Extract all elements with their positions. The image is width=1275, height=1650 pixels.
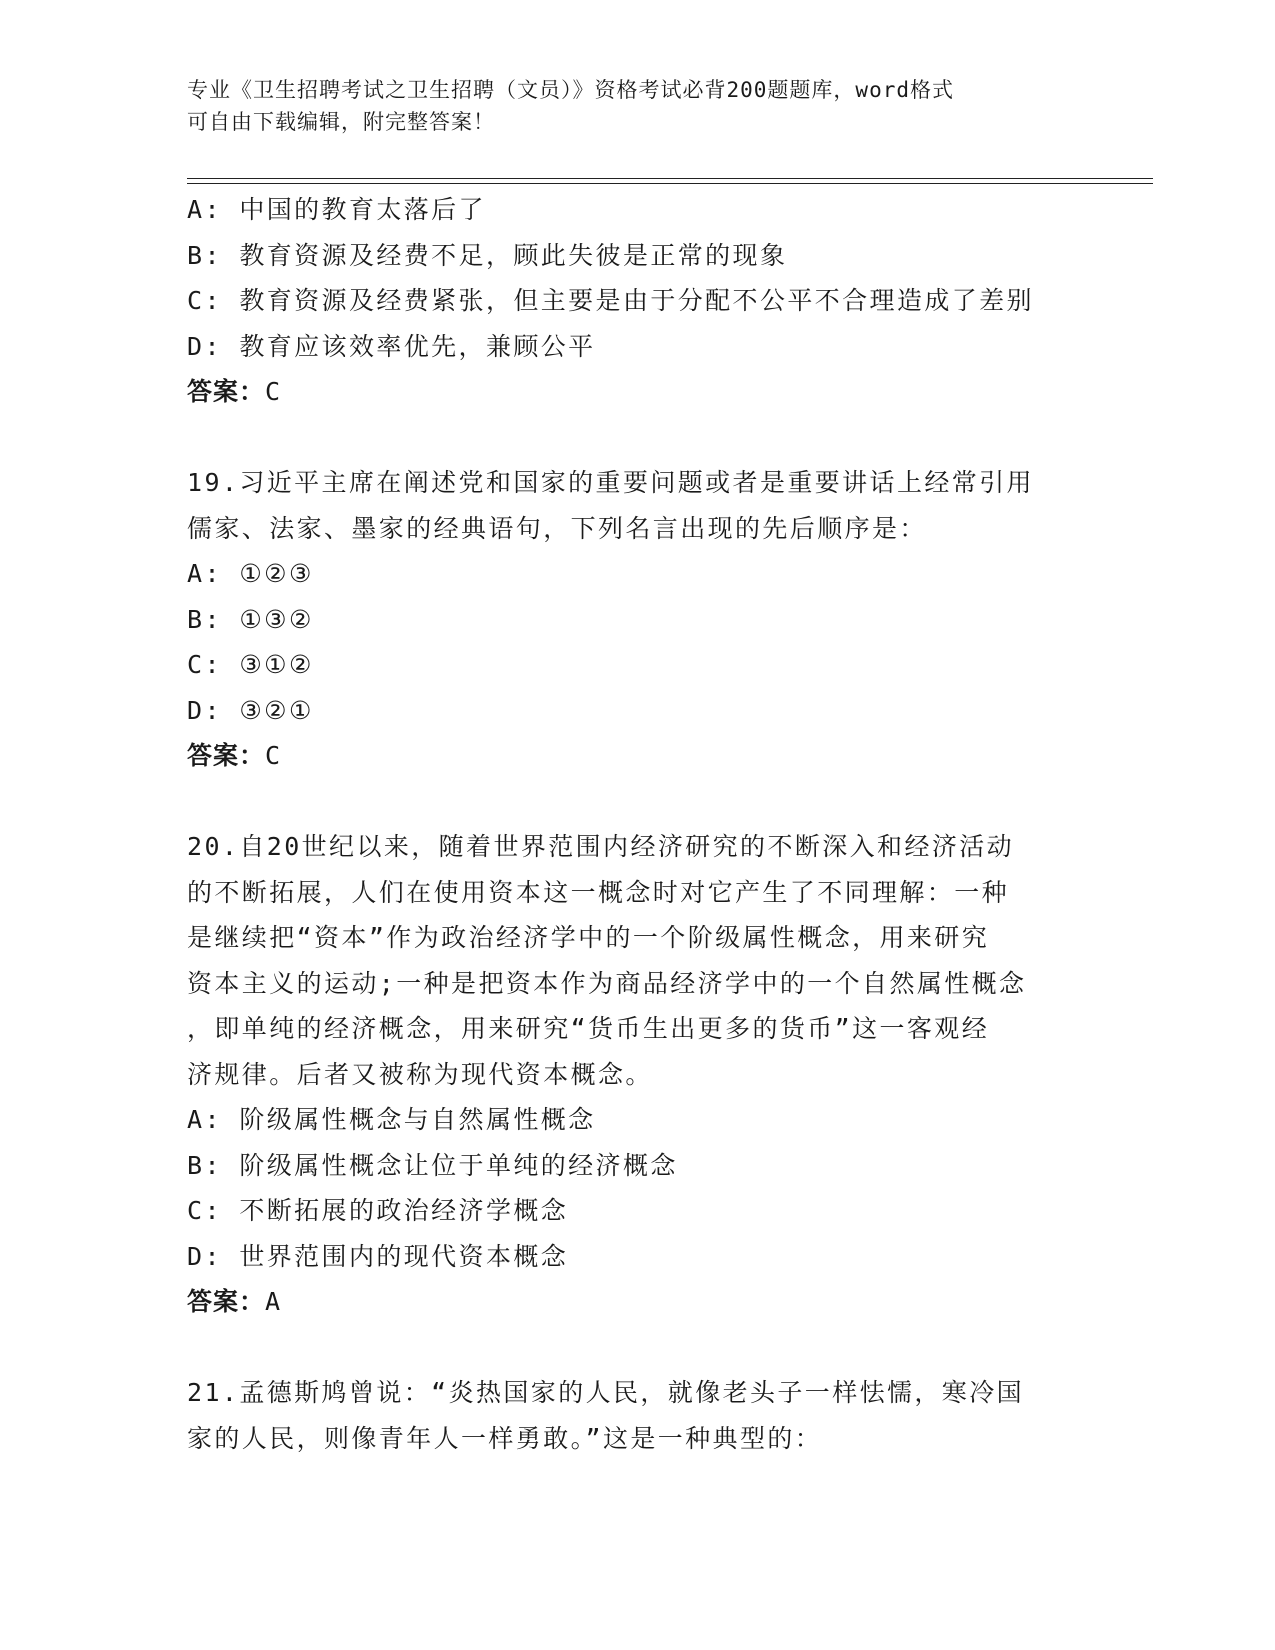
question-text-line: 20.自20世纪以来，随着世界范围内经济研究的不断深入和经济活动: [187, 832, 1015, 861]
question-list: [187, 187, 1077, 1461]
question-block-19: [187, 460, 1077, 779]
option-a: A: ①②③: [187, 559, 314, 588]
answer-value: A: [265, 1287, 282, 1316]
answer-label: 答案：: [187, 377, 266, 406]
question-block-21: [187, 1370, 1077, 1461]
question-text-line: 资本主义的运动;一种是把资本作为商品经济学中的一个自然属性概念: [187, 968, 1027, 998]
answer-label: 答案：: [187, 1287, 266, 1316]
header-divider-top: [187, 178, 1153, 179]
answer-line: [187, 369, 1077, 415]
answer-value: C: [265, 377, 282, 406]
option-c: C: 不断拓展的政治经济学概念: [187, 1196, 569, 1225]
spacer: [187, 779, 1077, 825]
header-divider-bottom: [187, 183, 1153, 184]
answer-label: 答案：: [187, 741, 266, 770]
option-d: D: 教育应该效率优先，兼顾公平: [187, 331, 596, 361]
question-text-line: 的不断拓展，人们在使用资本这一概念时对它产生了不同理解：一种: [187, 877, 1010, 907]
question-text-line: 19.习近平主席在阐述党和国家的重要问题或者是重要讲话上经常引用: [187, 468, 1034, 497]
document-header: [187, 74, 1067, 138]
spacer: [187, 415, 1077, 461]
answer-line: [187, 733, 1077, 779]
question-block-20: [187, 824, 1077, 1325]
question-text-line: 21.孟德斯鸠曾说：“炎热国家的人民，就像老头子一样怯懦，寒冷国: [187, 1378, 1025, 1407]
option-d: D: ③②①: [187, 695, 314, 725]
question-block-18: [187, 187, 1077, 415]
spacer: [187, 1325, 1077, 1371]
answer-line: [187, 1279, 1077, 1325]
question-text-line: 家的人民，则像青年人一样勇敢。”这是一种典型的：: [187, 1423, 823, 1453]
question-text-line: 儒家、法家、墨家的经典语句，下列名言出现的先后顺序是：: [187, 513, 927, 543]
question-text-line: 济规律。后者又被称为现代资本概念。: [187, 1059, 653, 1089]
header-line-1: 专业《卫生招聘考试之卫生招聘（文员）》资格考试必背200题题库，word格式: [187, 78, 954, 102]
question-text-line: 是继续把“资本”作为政治经济学中的一个阶级属性概念，用来研究: [187, 923, 990, 952]
question-text-line: ，即单纯的经济概念，用来研究“货币生出更多的货币”这一客观经: [187, 1014, 990, 1043]
option-a: A: 中国的教育太落后了: [187, 195, 486, 224]
option-c: C: ③①②: [187, 650, 314, 679]
option-b: B: 阶级属性概念让位于单纯的经济概念: [187, 1150, 678, 1180]
header-line-2: 可自由下载编辑，附完整答案！: [187, 110, 495, 134]
option-b: B: 教育资源及经费不足，顾此失彼是正常的现象: [187, 240, 788, 270]
option-c: C: 教育资源及经费紧张，但主要是由于分配不公平不合理造成了差别: [187, 286, 1034, 315]
option-a: A: 阶级属性概念与自然属性概念: [187, 1105, 596, 1134]
answer-value: C: [265, 741, 282, 770]
option-d: D: 世界范围内的现代资本概念: [187, 1241, 569, 1271]
option-b: B: ①③②: [187, 604, 314, 634]
